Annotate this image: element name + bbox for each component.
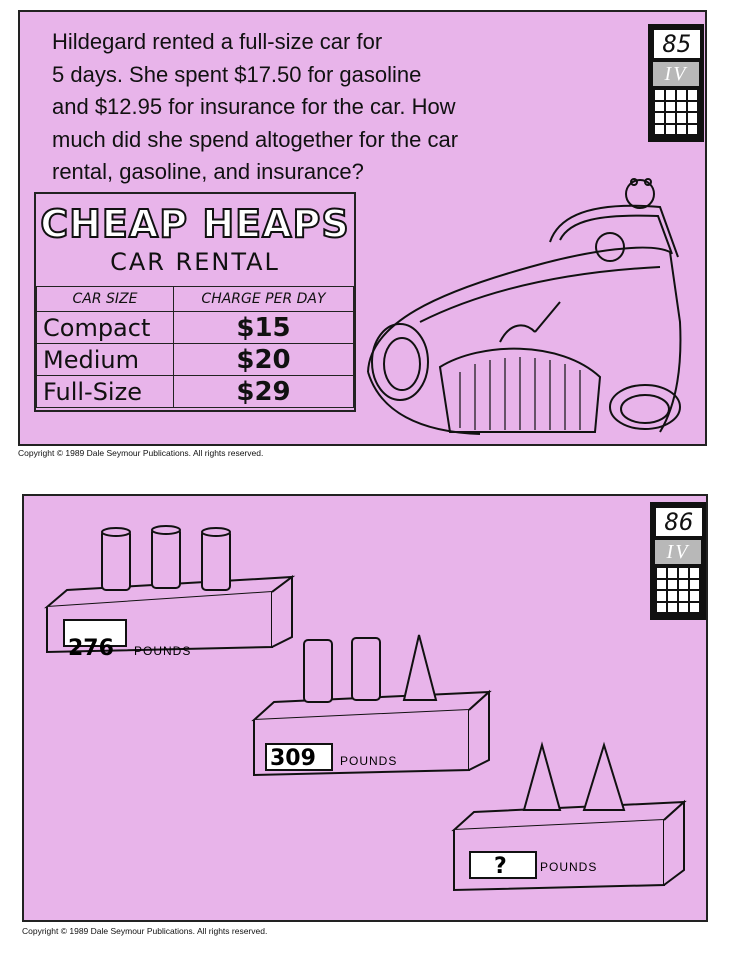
copyright-text: Copyright © 1989 Dale Seymour Publications. All rights reserved. xyxy=(22,926,268,936)
problem-line: much did she spend altogether for the car xyxy=(52,126,459,152)
scale-unit: POUNDS xyxy=(134,644,192,658)
problem-line: rental, gasoline, and insurance? xyxy=(52,159,364,184)
price-table xyxy=(36,286,354,408)
problem-number-badge xyxy=(648,24,704,142)
problem-text xyxy=(52,26,522,189)
grid-icon xyxy=(655,90,697,134)
grid-icon xyxy=(657,568,699,612)
column-header: CHARGE PER DAY xyxy=(174,287,354,312)
table-row xyxy=(37,344,354,376)
problem-number-badge xyxy=(650,502,706,620)
problem-card-85 xyxy=(18,10,707,446)
scale-readout: 276 xyxy=(68,636,114,661)
copyright-text: Copyright © 1989 Dale Seymour Publications. All rights reserved. xyxy=(18,448,264,458)
table-row xyxy=(37,312,354,344)
column-header: CAR SIZE xyxy=(37,287,174,312)
car-size: Medium xyxy=(37,344,174,376)
table-row xyxy=(37,376,354,408)
car-size: Full-Size xyxy=(37,376,174,408)
problem-number: 85 xyxy=(653,29,701,59)
charge-per-day: $29 xyxy=(174,376,354,408)
problem-line: Hildegard rented a full-size car for xyxy=(52,29,383,54)
car-illustration xyxy=(360,172,700,442)
scale-3 xyxy=(434,740,694,910)
level-label: IV xyxy=(653,62,699,86)
problem-line: 5 days. She spent $17.50 for gasoline xyxy=(52,61,422,87)
level-label: IV xyxy=(655,540,701,564)
problem-line: and $12.95 for insurance for the car. How xyxy=(52,94,456,119)
rental-price-sign xyxy=(34,192,356,412)
problem-number: 86 xyxy=(655,507,703,537)
table-header-row xyxy=(37,287,354,312)
scale-unit: POUNDS xyxy=(340,754,398,768)
charge-per-day: $15 xyxy=(174,312,354,344)
sign-brand: CHEAP HEAPS xyxy=(40,202,350,246)
problem-card-86 xyxy=(22,494,708,922)
charge-per-day: $20 xyxy=(174,344,354,376)
scale-readout: 309 xyxy=(270,746,316,771)
sign-subtitle: CAR RENTAL xyxy=(110,248,280,276)
car-size: Compact xyxy=(37,312,174,344)
scale-unit: POUNDS xyxy=(540,860,598,874)
scale-readout: ? xyxy=(494,854,507,879)
